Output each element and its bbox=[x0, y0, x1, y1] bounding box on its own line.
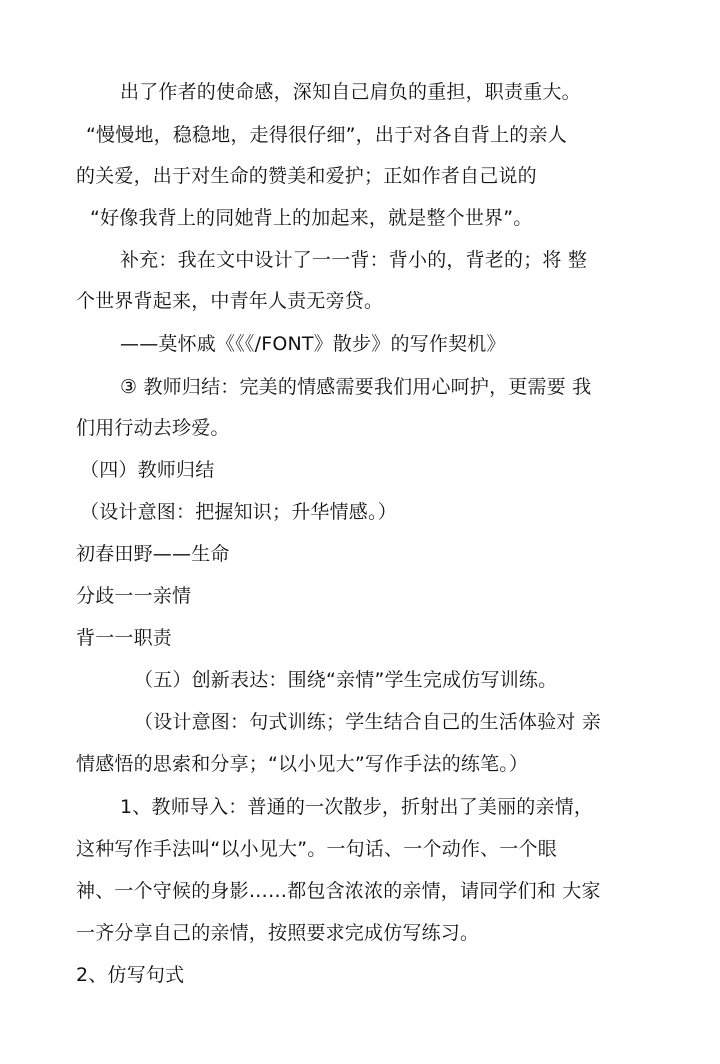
text-line: 这种写作手法叫“以小见大”。一句话、一个动作、一个眼 bbox=[76, 838, 557, 860]
section-heading: （五）创新表达：围绕“亲情”学生完成仿写训练。 bbox=[134, 669, 558, 691]
text-line: 个世界背起来，中青年人责无旁贷。 bbox=[76, 290, 384, 312]
text-line: 情感悟的思索和分享；“以小见大”写作手法的练笔。） bbox=[76, 753, 529, 775]
text-line: 背一一职责 bbox=[76, 627, 173, 649]
text-line: ③ 教师归结：完美的情感需要我们用心呵护，更需要 我 bbox=[120, 376, 592, 398]
text-line: 们用行动去珍爱。 bbox=[76, 417, 230, 439]
text-line: 补充：我在文中设计了一一背：背小的，背老的；将 整 bbox=[120, 249, 588, 271]
text-line: 出了作者的使命感，深知自己肩负的重担，职责重大。 bbox=[120, 81, 581, 103]
text-line: （设计意图：把握知识；升华情感。） bbox=[80, 501, 397, 523]
text-line: 分歧一一亲情 bbox=[76, 585, 192, 607]
text-line: ——莫怀戚《《《/FONT》散步》的写作契机》 bbox=[120, 333, 506, 355]
text-line: （设计意图：句式训练；学生结合自己的生活体验对 亲 bbox=[134, 711, 602, 733]
text-line: 神、一个守候的身影……都包含浓浓的亲情，请同学们和 大家 bbox=[76, 880, 601, 902]
text-line: “慢慢地，稳稳地，走得很仔细”，出于对各自背上的亲人 bbox=[86, 124, 567, 146]
text-line: 初春田野——生命 bbox=[76, 543, 230, 565]
text-line: 1、教师导入：普通的一次散步，折射出了美丽的亲情， bbox=[120, 796, 594, 818]
text-line: “好像我背上的同她背上的加起来，就是整个世界”。 bbox=[90, 207, 533, 229]
text-line: 2、仿写句式 bbox=[76, 964, 185, 986]
text-line: 的关爱，出于对生命的赞美和爱护；正如作者自己说的 bbox=[76, 165, 537, 187]
section-heading: （四）教师归结 bbox=[80, 459, 215, 481]
text-line: 一齐分享自己的亲情，按照要求完成仿写练习。 bbox=[76, 922, 480, 944]
